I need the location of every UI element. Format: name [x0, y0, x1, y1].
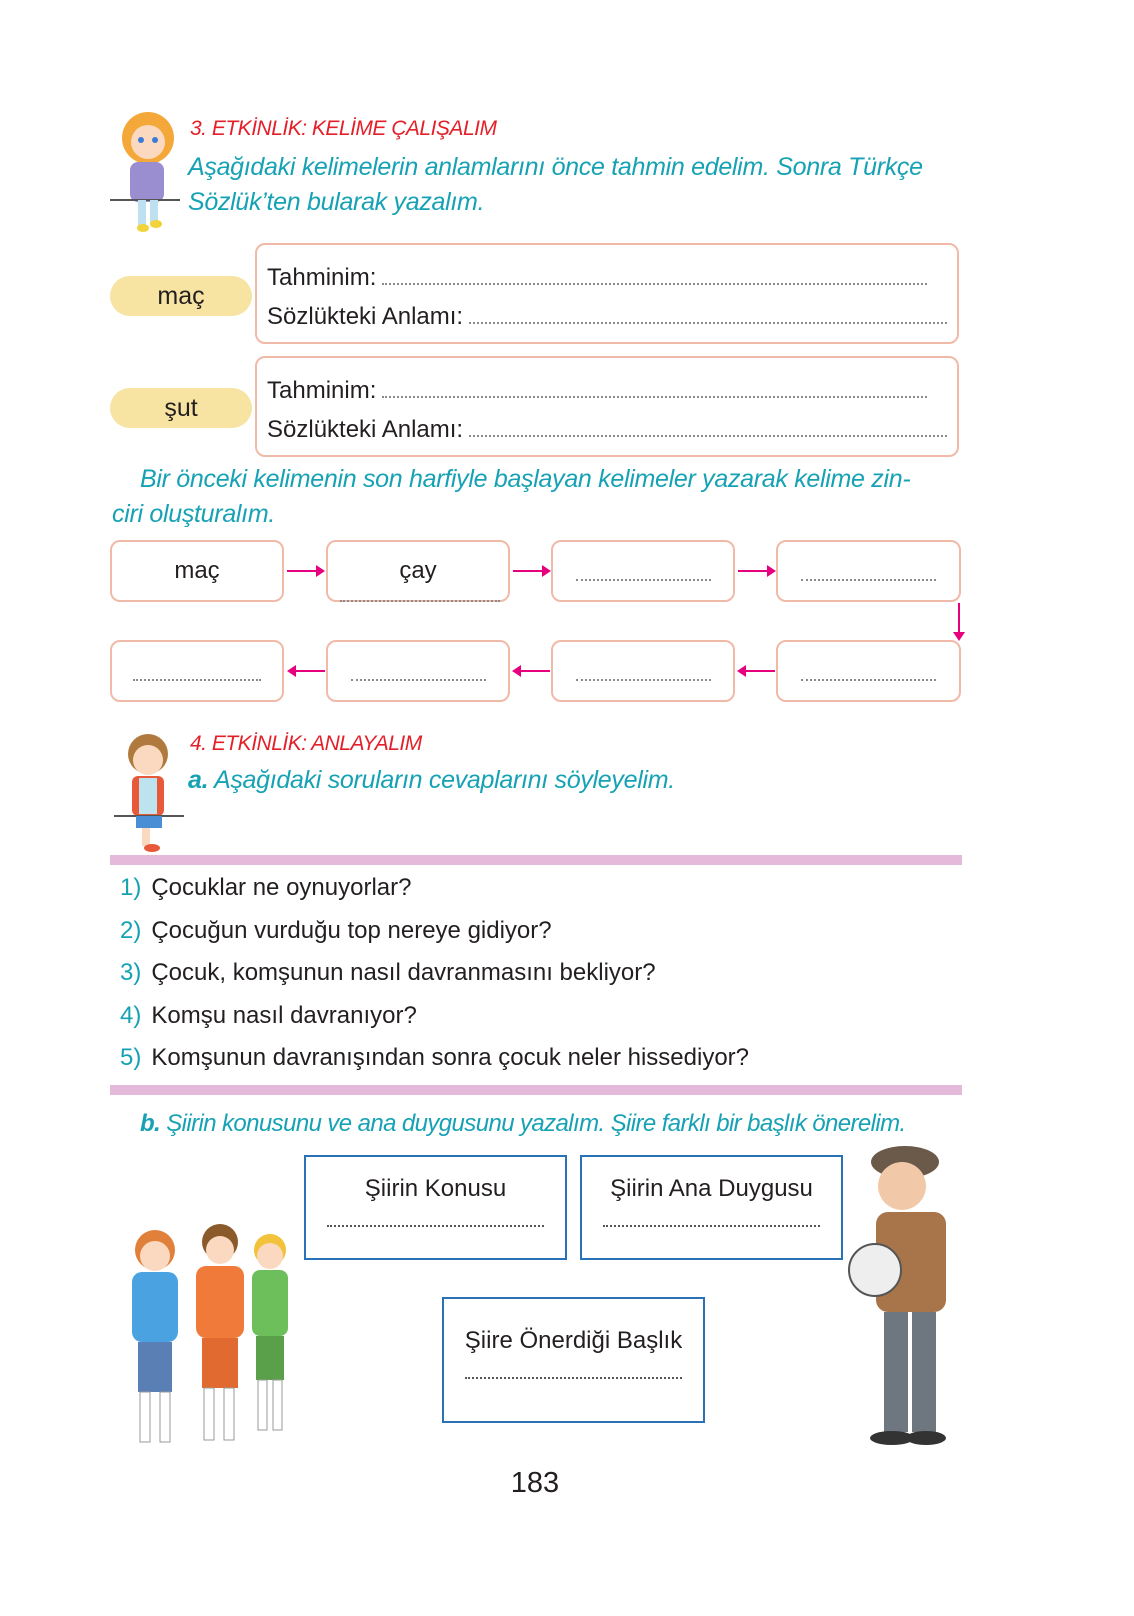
guess-line[interactable]	[267, 264, 927, 292]
dotted-answer-line	[576, 579, 711, 581]
word-pill-sut: şut	[110, 388, 252, 428]
part-a-label: a.	[188, 766, 209, 794]
part-b-text: Şiirin konusunu ve ana duygusunu yazalım. Şiire farklı bir başlık önerelim.	[166, 1110, 906, 1137]
dotted-answer-line	[469, 435, 947, 437]
question-4	[120, 1002, 417, 1030]
chain-box-2[interactable]	[326, 540, 510, 602]
dictionary-label: Sözlükteki Anlamı:	[267, 416, 464, 443]
divider-bar	[110, 855, 962, 865]
question-number: 4)	[120, 1002, 142, 1029]
chain-instruction-line2: ciri oluşturalım.	[112, 500, 275, 528]
dotted-answer-line	[469, 322, 947, 324]
poem-emotion-label: Şiirin Ana Duygusu	[610, 1175, 813, 1202]
chain-box-1: maç	[110, 540, 284, 602]
dotted-answer-line	[465, 1377, 683, 1379]
activity3-instruction-line2: Sözlük’ten bularak yazalım.	[188, 188, 485, 216]
divider-bar	[110, 1085, 962, 1095]
chain-box-7[interactable]	[326, 640, 510, 702]
dotted-answer-line	[133, 679, 261, 681]
question-text: Çocuklar ne oynuyorlar?	[151, 874, 412, 901]
chain-box-4[interactable]	[776, 540, 961, 602]
question-3	[120, 959, 656, 987]
arrow-down-icon	[958, 603, 960, 635]
question-number: 5)	[120, 1044, 142, 1071]
dictionary-line[interactable]	[267, 303, 947, 331]
chain-instruction-line1: Bir önceki kelimenin son harfiyle başlayan kelimeler yazarak kelime zin-	[140, 465, 911, 493]
dotted-answer-line	[603, 1225, 821, 1227]
chain-box-3[interactable]	[551, 540, 735, 602]
question-2	[120, 917, 552, 945]
dotted-answer-line	[382, 396, 927, 398]
part-a-text: Aşağıdaki soruların cevaplarını söyleyelim.	[213, 766, 675, 794]
dotted-answer-line	[351, 679, 486, 681]
boy-illustration	[112, 728, 187, 853]
question-text: Komşunun davranışından sonra çocuk neler hissediyor?	[151, 1044, 750, 1071]
arrow-right-icon	[287, 570, 323, 572]
question-number: 2)	[120, 917, 142, 944]
guess-line[interactable]	[267, 377, 927, 405]
dotted-answer-line	[801, 579, 937, 581]
activity4-title: 4. ETKİNLİK: ANLAYALIM	[190, 732, 422, 755]
activity3-title: 3. ETKİNLİK: KELİME ÇALIŞALIM	[190, 117, 497, 140]
poem-title-label: Şiire Önerdiği Başlık	[464, 1327, 683, 1354]
chain-word-cay: çay	[399, 557, 437, 584]
guess-label: Tahminim:	[267, 264, 377, 291]
word-box-mac	[255, 243, 959, 344]
dotted-answer-line	[382, 283, 927, 285]
arrow-right-icon	[513, 570, 549, 572]
question-1	[120, 874, 411, 902]
part-b-heading	[140, 1110, 906, 1138]
chain-box-5[interactable]	[776, 640, 961, 702]
poem-topic-label: Şiirin Konusu	[364, 1175, 507, 1202]
poem-topic-box[interactable]	[304, 1155, 567, 1260]
dictionary-line[interactable]	[267, 416, 947, 444]
poem-title-box[interactable]	[442, 1297, 705, 1423]
chain-box-8[interactable]	[110, 640, 284, 702]
activity3-instruction-line1: Aşağıdaki kelimelerin anlamlarını önce tahmin edelim. Sonra Türkçe	[188, 153, 923, 181]
part-b-label: b.	[140, 1110, 161, 1137]
word-box-sut	[255, 356, 959, 457]
dictionary-label: Sözlükteki Anlamı:	[267, 303, 464, 330]
dotted-answer-line	[576, 679, 711, 681]
arrow-right-icon	[738, 570, 774, 572]
question-text: Komşu nasıl davranıyor?	[151, 1002, 417, 1029]
poem-emotion-box[interactable]	[580, 1155, 843, 1260]
question-number: 3)	[120, 959, 142, 986]
question-5	[120, 1044, 749, 1072]
dotted-answer-line	[801, 679, 937, 681]
arrow-left-icon	[514, 670, 550, 672]
girl-illustration	[110, 108, 188, 236]
page-number: 183	[510, 1467, 560, 1499]
children-illustration	[110, 1220, 305, 1460]
question-text: Çocuk, komşunun nasıl davranmasını bekliyor?	[151, 959, 656, 986]
dotted-answer-line	[327, 1225, 545, 1227]
neighbor-man-illustration	[840, 1140, 965, 1460]
question-number: 1)	[120, 874, 142, 901]
guess-label: Tahminim:	[267, 377, 377, 404]
chain-box-6[interactable]	[551, 640, 735, 702]
question-text: Çocuğun vurduğu top nereye gidiyor?	[151, 917, 552, 944]
part-a-heading	[188, 766, 675, 795]
arrow-left-icon	[289, 670, 325, 672]
arrow-left-icon	[739, 670, 775, 672]
word-pill-mac: maç	[110, 276, 252, 316]
